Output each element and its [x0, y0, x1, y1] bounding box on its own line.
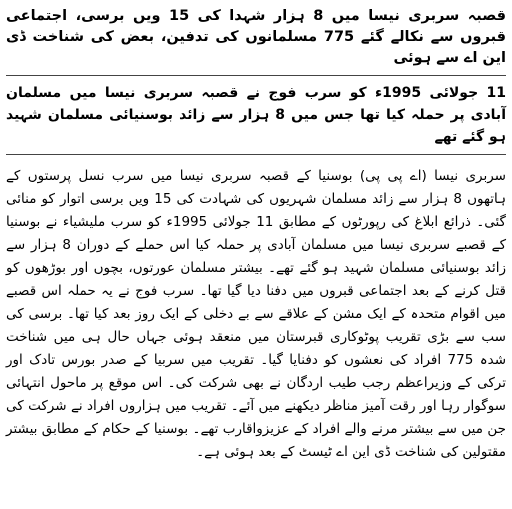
news-page: [0, 6, 512, 509]
article-body: سربری نیسا (اے پی پی) بوسنیا کے قصبہ سربری نیسا میں سرب نسل پرستوں کے ہاتھوں 8 ہزار سے زائد مسلمان شہریوں کی شہادت کی 15 ویں برسی اتوار کو منائی گئی۔ ذرائع ابلاغ کی رپورٹوں کے مطابق 11 جولائی 1995ء کو سرب ملیشیاء نے بوسنیا کے قصبے سربری نیسا میں مسلمان آبادی پر حملہ کیا اس حملے کے دوران 8 ہزار سے زائد بوسنیائی مسلمان شہید ہو گئے تھے۔ بیشتر مسلمان عورتوں، بچوں اور بوڑھوں کو قتل کرنے کے بعد اجتماعی قبروں میں دفنا دیا گیا تھا۔ سرب فوج نے یہ حملہ اس قصبے میں اقوام متحدہ کے ایک مشن کے علاقے سے بے دخلی کے ایک روز بعد کیا تھا۔ برسی کی سب سے بڑی تقریب پوٹوکاری قبرستان میں منعقد ہوئی جہاں حال ہی میں شناخت شدہ 775 افراد کی نعشوں کو دفنایا گیا۔ تقریب میں سربیا کے صدر بورس تادک اور ترکی کے وزیراعظم رجب طیب اردگان نے بھی شرکت کی۔ اس موقع پر ماحول انتہائی سوگوار رہا اور رقت آمیز مناظر دیکھنے میں آئے۔ تقریب میں ہزاروں افراد نے شرکت کی جن میں سے بیشتر مرنے والے افراد کے عزیزواقارب تھے۔ بوسنیا کے حکام کے مطابق بیشتر مقتولین کی شناخت ڈی این اے ٹیسٹ کے بعد ہوئی ہے۔: [6, 168, 507, 460]
subheadline: 11 جولائی 1995ء کو سرب فوج نے قصبہ سربری نیسا میں مسلمان آبادی پر حملہ کیا تھا جس میں 8 ہزار سے زائد بوسنیائی مسلمان شہید ہو گئے تھے: [6, 85, 506, 145]
divider: [6, 75, 506, 76]
divider: [6, 154, 506, 155]
headline: قصبہ سربری نیسا میں 8 ہزار شہدا کی 15 ویں برسی، اجتماعی قبروں سے نکالے گئے 775 مسلمانوں کی تدفین، بعض کی شناخت ڈی این اے سے ہوئی: [6, 8, 506, 66]
